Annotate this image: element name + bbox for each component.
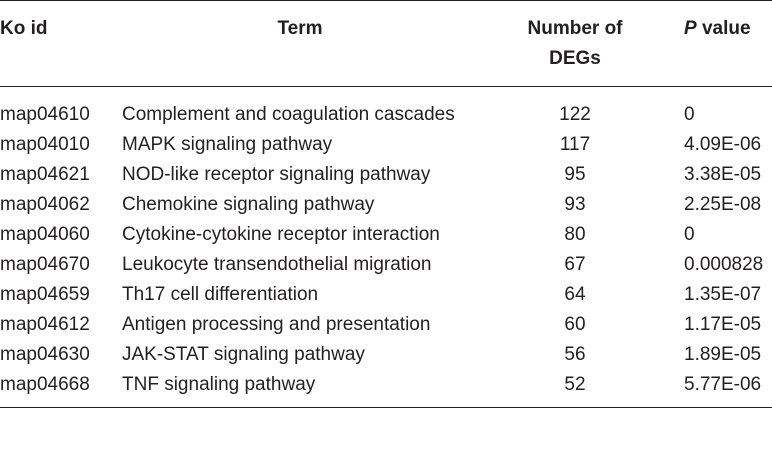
cell-term: Leukocyte transendothelial migration [122,254,432,275]
cell-p-value: 1.89E-05 [684,344,762,365]
cell-ko-id: map04670 [0,254,90,275]
header-p-rest: value [696,18,751,39]
table-row [0,220,772,250]
cell-number-of-degs: 64 [564,284,586,305]
cell-number-of-degs: 67 [564,254,586,275]
header-p-value [670,1,772,87]
header-row [0,1,772,87]
cell-term: JAK-STAT signaling pathway [122,344,365,365]
cell-ko-id: map04668 [0,374,90,395]
cell-term: TNF signaling pathway [122,374,316,395]
cell-ko-id: map04010 [0,134,90,155]
header-ko-id: Ko id [0,18,48,39]
table-body [0,87,772,408]
header-number-of-degs [480,1,670,87]
cell-p-value: 4.09E-06 [684,134,762,155]
cell-ko-id: map04621 [0,164,90,185]
table-row [0,280,772,310]
cell-term: Chemokine signaling pathway [122,194,375,215]
cell-ko-id: map04062 [0,194,90,215]
cell-number-of-degs: 56 [564,344,586,365]
cell-p-value: 1.35E-07 [684,284,762,305]
table-row [0,340,772,370]
cell-p-value: 0.000828 [684,254,764,275]
table-header [0,1,772,87]
cell-term: Complement and coagulation cascades [122,104,455,125]
cell-ko-id: map04630 [0,344,90,365]
table-row [0,250,772,280]
cell-term: Th17 cell differentiation [122,284,319,305]
table-row [0,310,772,340]
cell-term: Cytokine-cytokine receptor interaction [122,224,440,245]
cell-ko-id: map04610 [0,104,90,125]
cell-term: NOD-like receptor signaling pathway [122,164,431,185]
cell-ko-id: map04612 [0,314,90,335]
cell-number-of-degs: 52 [564,374,586,395]
table-row [0,87,772,131]
cell-p-value: 1.17E-05 [684,314,762,335]
cell-term: MAPK signaling pathway [122,134,333,155]
cell-p-value: 0 [684,104,695,125]
cell-term: Antigen processing and presentation [122,314,431,335]
cell-p-value: 0 [684,224,695,245]
cell-p-value: 2.25E-08 [684,194,762,215]
cell-ko-id: map04659 [0,284,90,305]
header-number-of-degs-text: Number of DEGs [527,18,623,69]
cell-p-value: 3.38E-05 [684,164,762,185]
table-row [0,130,772,160]
header-term: Term [277,18,323,39]
cell-number-of-degs: 60 [564,314,586,335]
cell-number-of-degs: 122 [559,104,591,125]
cell-number-of-degs: 95 [564,164,586,185]
cell-ko-id: map04060 [0,224,90,245]
cell-number-of-degs: 80 [564,224,586,245]
header-p-italic: P [684,18,697,39]
cell-p-value: 5.77E-06 [684,374,762,395]
table-row [0,160,772,190]
cell-number-of-degs: 93 [564,194,586,215]
table-row [0,190,772,220]
cell-number-of-degs: 117 [559,134,591,155]
table-row [0,370,772,408]
